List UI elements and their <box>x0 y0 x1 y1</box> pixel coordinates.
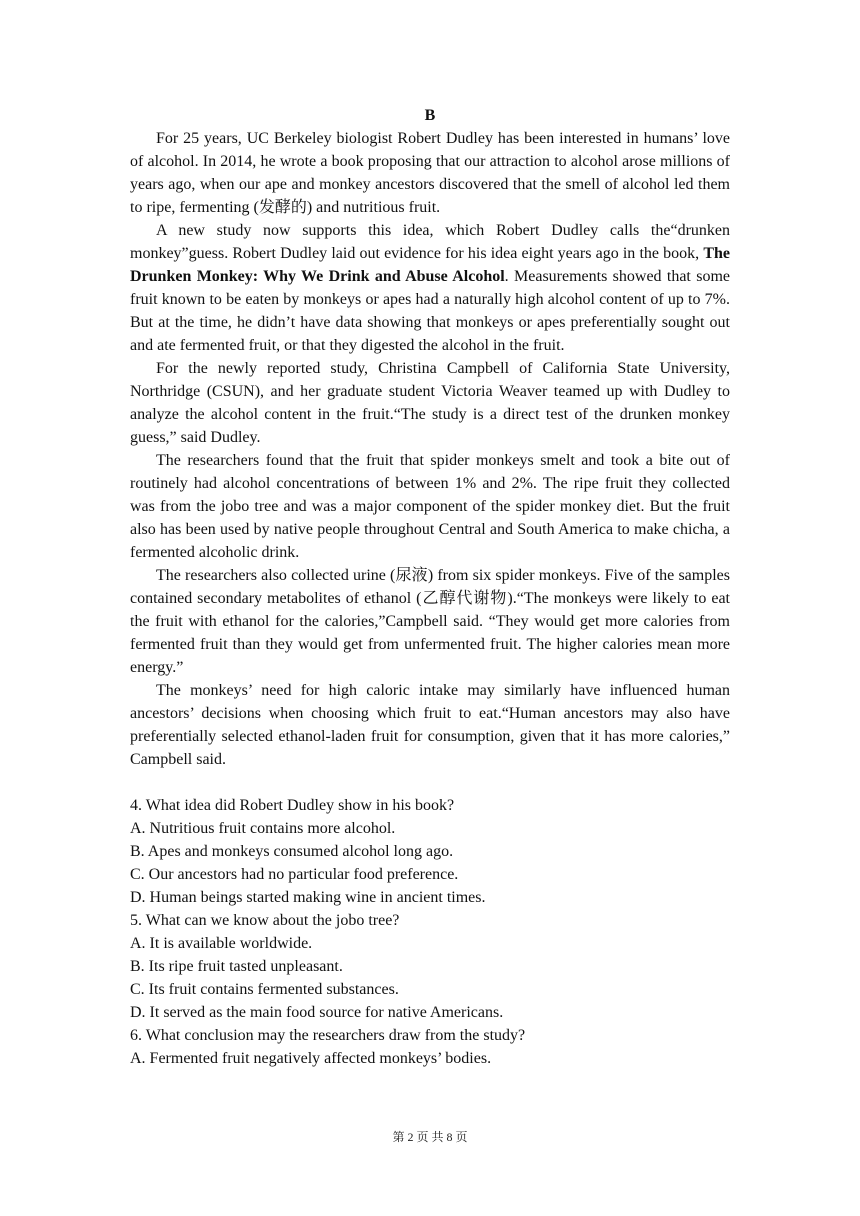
question-stem: 6. What conclusion may the researchers draw from the study? <box>130 1027 526 1044</box>
question-4 <box>130 794 730 909</box>
paragraph-1: For 25 years, UC Berkeley biologist Robert Dudley has been interested in humans’ love of alcohol. In 2014, he wrote a book proposing that our attraction to alcohol arose millions of years ago, when our ape and monkey ancestors discovered that the smell of alcohol led them to ripe, fermenting (发酵的) and nutritious fruit. <box>130 130 730 216</box>
paragraph-3: For the newly reported study, Christina Campbell of California State University, Northridge (CSUN), and her graduate student Victoria Weaver teamed up with Dudley to analyze the alcohol content in the fruit.“The study is a direct test of the drunken monkey guess,” said Dudley. <box>130 360 730 446</box>
option-c: C. Its fruit contains fermented substances. <box>130 981 399 998</box>
section-label: B <box>424 107 436 124</box>
paragraph-4: The researchers found that the fruit that spider monkeys smelt and took a bite out of routinely had alcohol concentrations of between 1% and 2%. The ripe fruit they collected was from the jobo tree and was a major component of the spider monkey diet. But the fruit also has been used by native people throughout Central and South America to make chicha, a fermented alcoholic drink. <box>130 452 730 561</box>
paragraph-6: The monkeys’ need for high caloric intake may similarly have influenced human ancestors’ decisions when choosing which fruit to eat.“Human ancestors may also have preferentially selected ethanol-laden fruit for consumption, given that it has more calories,” Campbell said. <box>130 682 730 768</box>
question-stem: 5. What can we know about the jobo tree? <box>130 912 400 929</box>
page-footer: 第 2 页 共 8 页 <box>392 1130 468 1144</box>
option-b: B. Apes and monkeys consumed alcohol long ago. <box>130 843 454 860</box>
paragraph-5: The researchers also collected urine (尿液) from six spider monkeys. Five of the samples contained secondary metabolites of ethanol (乙醇代谢物).“The monkeys were likely to eat the fruit with ethanol for the calories,”Campbell said. “They would get more calories from fermented fruit than they would get from unfermented fruit. The higher calories mean more energy.” <box>130 567 730 676</box>
option-d: D. It served as the main food source for native Americans. <box>130 1004 504 1021</box>
question-5 <box>130 909 730 1024</box>
question-6 <box>130 1024 730 1070</box>
option-d: D. Human beings started making wine in ancient times. <box>130 889 486 906</box>
option-b: B. Its ripe fruit tasted unpleasant. <box>130 958 343 975</box>
paragraph-2 <box>130 219 730 357</box>
option-c: C. Our ancestors had no particular food preference. <box>130 866 459 883</box>
section-spacer <box>130 771 730 794</box>
question-stem: 4. What idea did Robert Dudley show in his book? <box>130 797 455 814</box>
option-a: A. Nutritious fruit contains more alcohol. <box>130 820 396 837</box>
book-title: The Drunken Monkey: Why We Drink and Abuse Alcohol <box>130 245 730 285</box>
paragraph-2-post: . Measurements showed that some fruit known to be eaten by monkeys or apes had a naturally high alcohol content of up to 7%. But at the time, he didn’t have data showing that monkeys or apes preferentially sought out and ate fermented fruit, or that they digested the alcohol in the fruit. <box>130 268 730 354</box>
document-page <box>130 104 730 1070</box>
paragraph-2-pre: A new study now supports this idea, which Robert Dudley calls the“drunken monkey”guess. Robert Dudley laid out evidence for his idea eight years ago in the book, <box>130 222 730 262</box>
option-a: A. It is available worldwide. <box>130 935 313 952</box>
option-a: A. Fermented fruit negatively affected monkeys’ bodies. <box>130 1050 492 1067</box>
